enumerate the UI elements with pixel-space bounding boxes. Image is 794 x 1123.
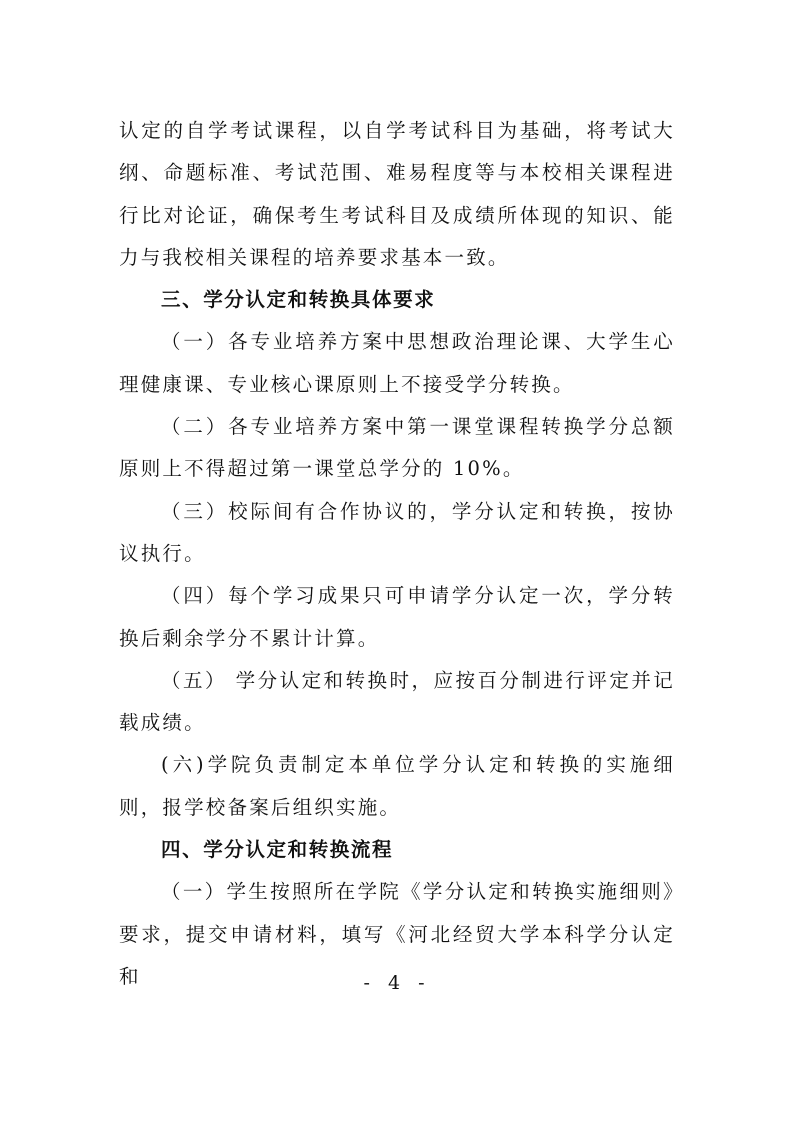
paragraph-flow-1: （一）学生按照所在学院《学分认定和转换实施细则》要求，提交申请材料，填写《河北经贸大学本科学分认定和 [119,880,675,988]
section-heading-4: 四、学分认定和转换流程 [161,838,394,862]
paragraph-item-5: （五） 学分认定和转换时，应按百分制进行评定并记载成绩。 [119,668,675,735]
paragraph-continuation: 认定的自学考试课程，以自学考试科目为基础，将考试大纲、命题标准、考试范围、难易程度等与本校相关课程进行比对论证，确保考生考试科目及成绩所体现的知识、能力与我校相关课程的培养要求基本一致。 [119,119,675,269]
paragraph-item-4: （四）每个学习成果只可申请学分认定一次，学分转换后剩余学分不累计计算。 [119,584,675,650]
paragraph-item-1: （一）各专业培养方案中思想政治理论课、大学生心理健康课、专业核心课原则上不接受学分转换。 [119,330,675,396]
section-heading-3: 三、学分认定和转换具体要求 [161,288,436,312]
paragraph-item-3: （三）校际间有合作协议的，学分认定和转换，按协议执行。 [119,499,675,565]
paragraph-item-2: （二）各专业培养方案中第一课堂课程转换学分总额原则上不得超过第一课堂总学分的 10%。 [119,415,675,481]
paragraph-item-6: (六)学院负责制定本单位学分认定和转换的实施细则，报学校备案后组织实施。 [119,753,675,819]
page-number: - 4 - [363,972,431,994]
document-page [119,110,675,998]
